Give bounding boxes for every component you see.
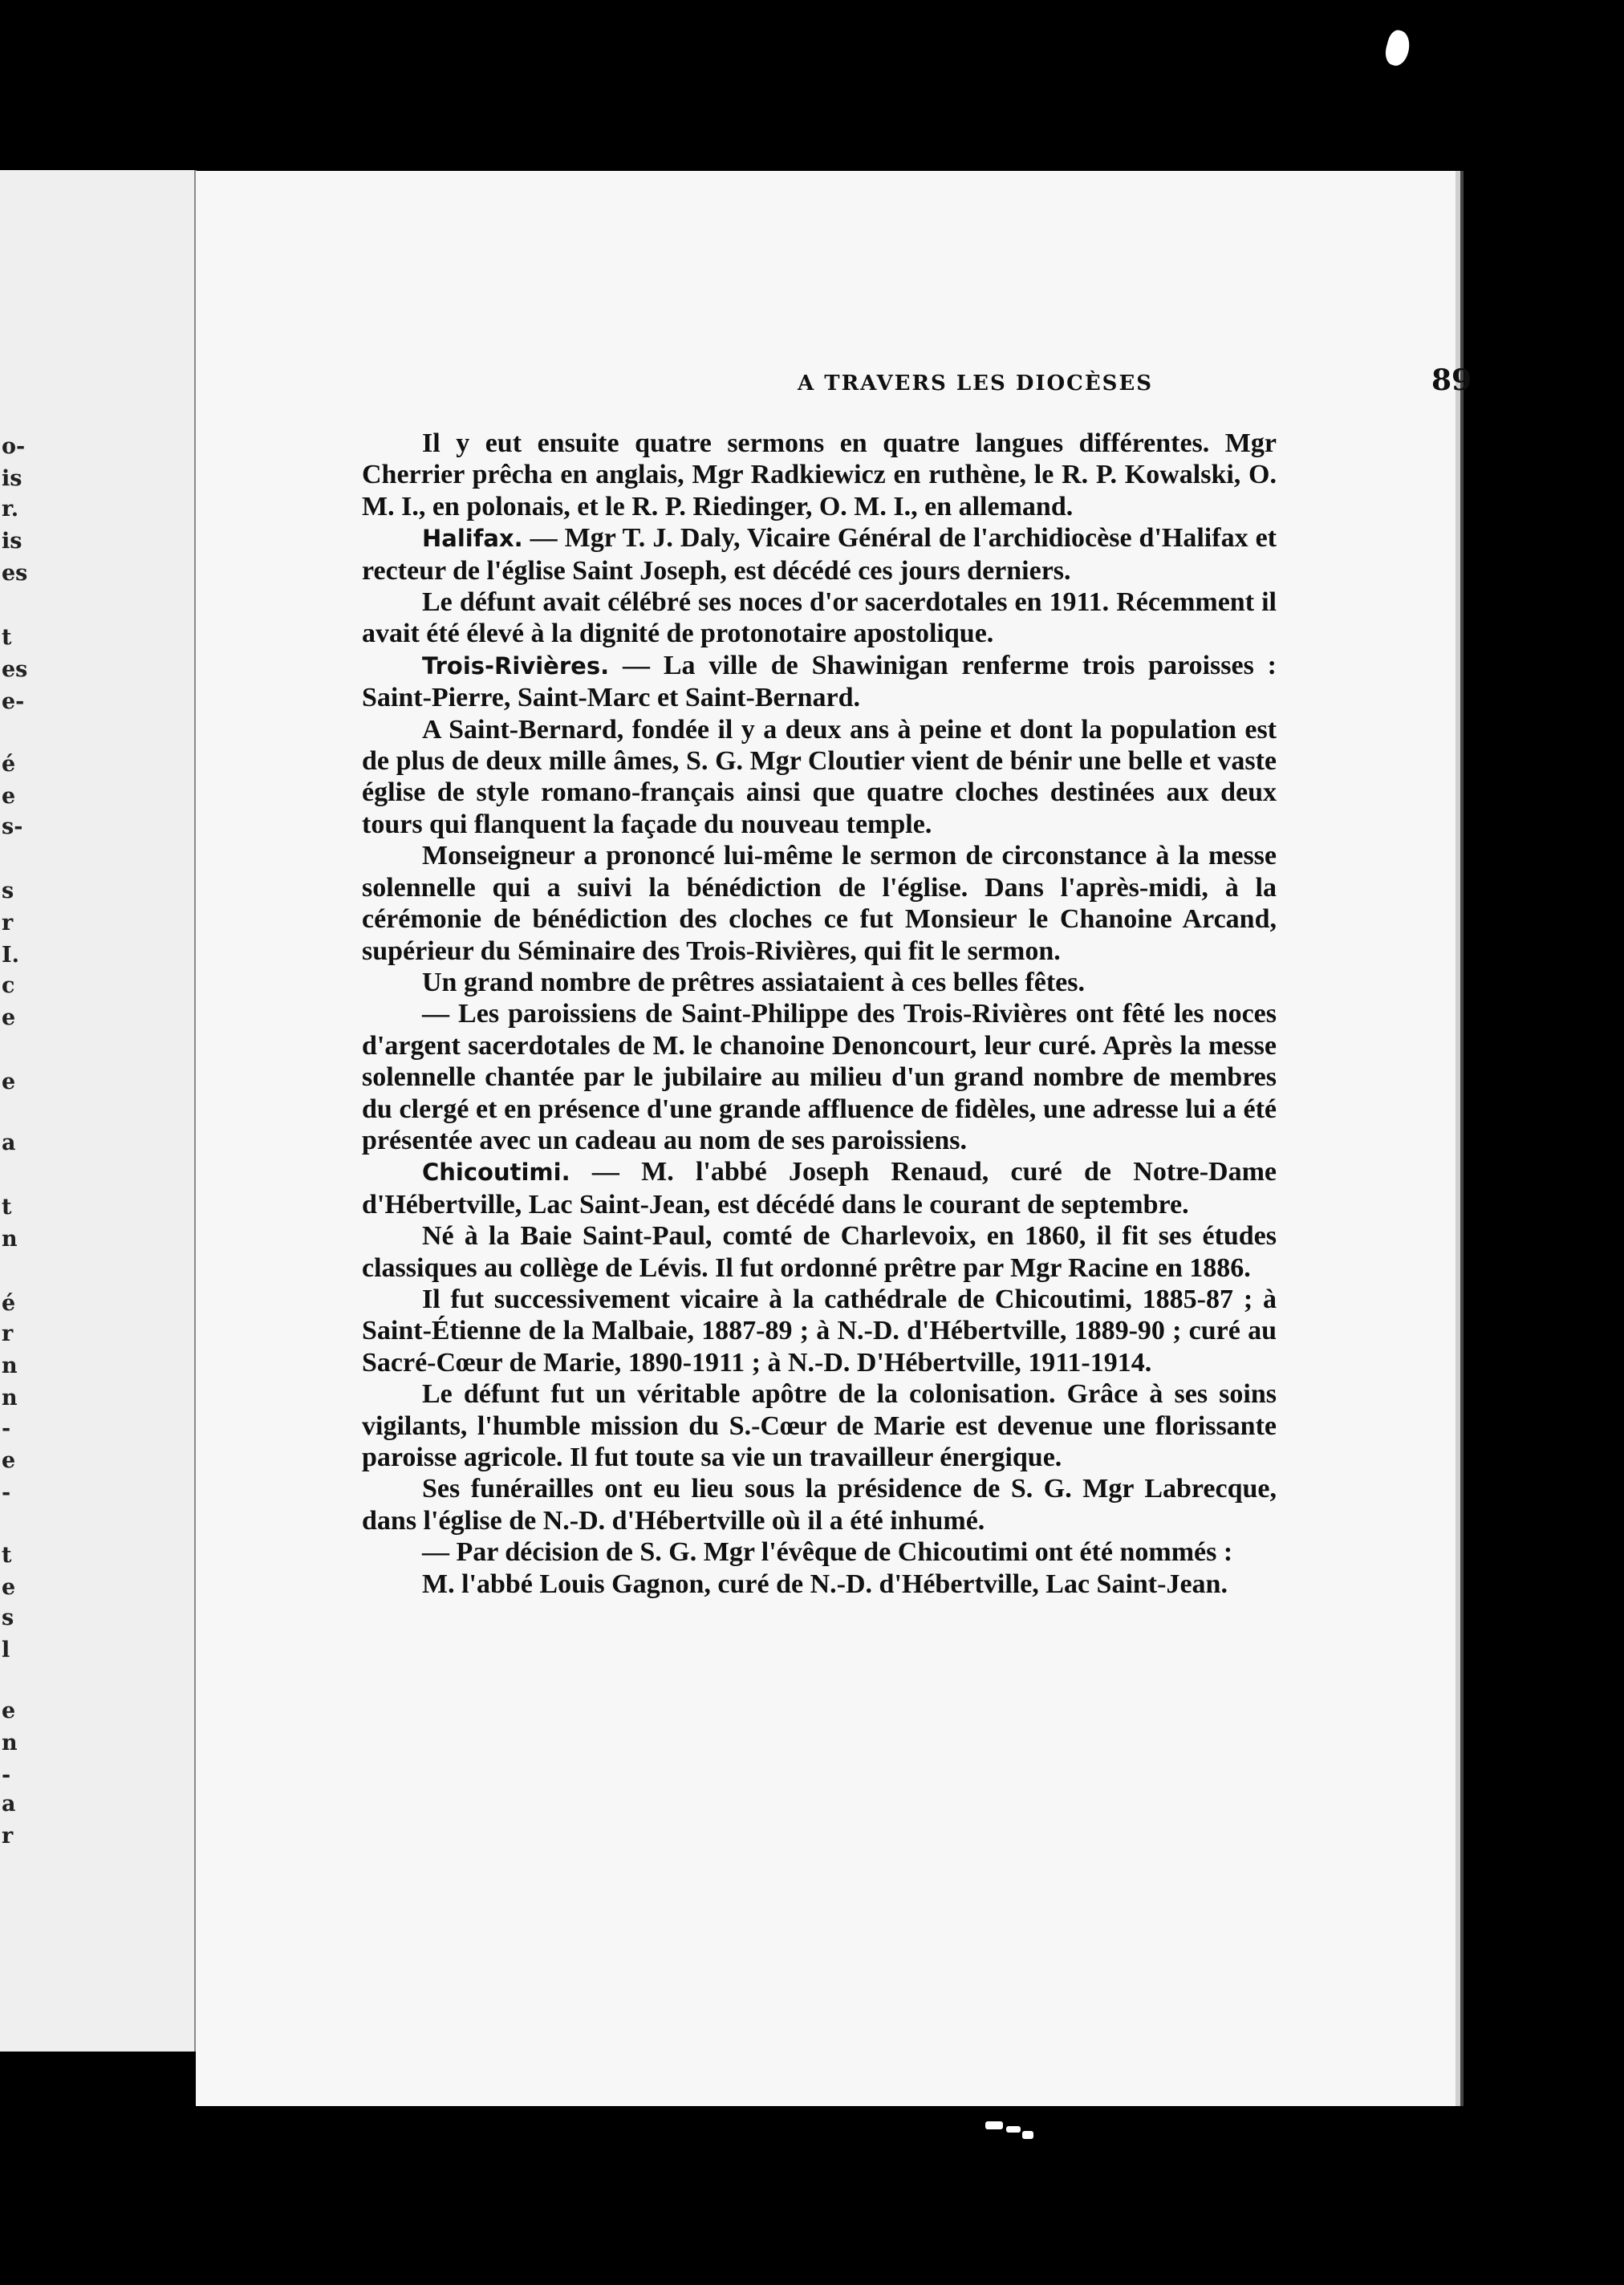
margin-fragment: s bbox=[2, 879, 14, 903]
margin-fragment: n bbox=[2, 1731, 18, 1755]
margin-fragment: n bbox=[2, 1227, 18, 1252]
margin-fragment: es bbox=[2, 657, 28, 682]
left-page-edge bbox=[0, 170, 197, 2052]
margin-fragment: e bbox=[2, 1448, 16, 1473]
paragraph: — Par décision de S. G. Mgr l'évêque de Chicoutimi ont été nommés : bbox=[422, 1537, 1233, 1568]
margin-fragment: - bbox=[2, 1763, 11, 1788]
margin-fragment: s bbox=[2, 1605, 14, 1630]
paragraph: Né à la Baie Saint-Paul, comté de Charlevoix, en 1860, il fit ses études classiques au collège de Lévis. Il fut ordonné prêtre par Mgr Racine en 1886. bbox=[362, 1221, 1277, 1283]
paragraph-text: — M. l'abbé Joseph Renaud, curé de Notre-Dame d'Hébertville, Lac Saint-Jean, est décédé dans le courant de septembre. bbox=[362, 1157, 1277, 1220]
margin-fragment: - bbox=[2, 1480, 11, 1505]
bottom-speck bbox=[985, 2117, 1037, 2141]
margin-fragment: a bbox=[2, 1130, 16, 1155]
margin-fragment: - bbox=[2, 1416, 11, 1441]
margin-fragment: c bbox=[2, 973, 15, 998]
margin-fragment: I. bbox=[2, 943, 20, 968]
section-heading: Trois-Rivières. bbox=[422, 651, 610, 680]
margin-fragment: t bbox=[2, 625, 12, 650]
margin-fragment: e bbox=[2, 1069, 16, 1094]
page-number: 89 bbox=[1431, 363, 1472, 397]
paragraph: M. l'abbé Louis Gagnon, curé de N.-D. d'Hébertville, Lac Saint-Jean. bbox=[422, 1569, 1228, 1599]
margin-fragment: n bbox=[2, 1386, 18, 1410]
section-heading: Halifax. bbox=[422, 525, 523, 553]
paragraph: Il fut successivement vicaire à la cathédrale de Chicoutimi, 1885-87 ; à Saint-Étienne de la Malbaie, 1887-89 ; à N.-D. d'Hébertville, 1889-90 ; curé au Sacré-Cœur de Marie, 1890-1911 ; à N.-D. D'Hébertville, 1911-1914. bbox=[362, 1284, 1277, 1378]
paragraph: Le défunt fut un véritable apôtre de la colonisation. Grâce à ses soins vigilants, l'humble mission du S.-Cœur de Marie est devenue une florissante paroisse agricole. Il fut toute sa vie un travailleur énergique. bbox=[362, 1379, 1277, 1472]
body-text bbox=[362, 428, 1277, 1600]
margin-fragment: r bbox=[2, 911, 14, 936]
margin-fragment: e bbox=[2, 1699, 16, 1723]
book-page bbox=[196, 171, 1472, 2106]
margin-fragment: o- bbox=[2, 434, 26, 459]
margin-fragment: t bbox=[2, 1195, 12, 1220]
paragraph-text: — Mgr T. J. Daly, Vicaire Général de l'archidiocèse d'Halifax et recteur de l'église Saint Joseph, est décédé ces jours derniers. bbox=[362, 523, 1277, 586]
margin-fragment: e bbox=[2, 784, 16, 809]
paragraph: Il y eut ensuite quatre sermons en quatre langues différentes. Mgr Cherrier prêcha en anglais, Mgr Radkiewicz en ruthène, le R. P. Kowalski, O. M. I., en polonais, et le R. P. Riedinger, O. M. I., en allemand. bbox=[362, 428, 1277, 522]
paragraph-text: — La ville de Shawinigan renferme trois paroisses : Saint-Pierre, Saint-Marc et Saint-Bernard. bbox=[362, 650, 1277, 713]
margin-fragment: l bbox=[2, 1638, 10, 1662]
margin-fragment: r bbox=[2, 1321, 14, 1346]
margin-fragment: es bbox=[2, 561, 28, 586]
margin-fragment: a bbox=[2, 1792, 16, 1816]
section-heading: Chicoutimi. bbox=[422, 1159, 570, 1187]
margin-fragment: t bbox=[2, 1543, 12, 1568]
margin-fragment: n bbox=[2, 1354, 18, 1378]
margin-fragment: e bbox=[2, 1005, 16, 1030]
margin-fragment: é bbox=[2, 752, 16, 777]
margin-fragment: s- bbox=[2, 814, 23, 839]
margin-fragment: is bbox=[2, 529, 22, 554]
paragraph: Le défunt avait célébré ses noces d'or sacerdotales en 1911. Récemment il avait été élevé à la dignité de protonotaire apostolique. bbox=[362, 587, 1277, 649]
paragraph bbox=[362, 650, 1277, 714]
margin-fragment: is bbox=[2, 466, 22, 491]
page-header bbox=[356, 360, 1472, 408]
margin-fragment: e bbox=[2, 1575, 16, 1600]
margin-fragment: r. bbox=[2, 497, 19, 522]
margin-fragment: r bbox=[2, 1824, 14, 1849]
paragraph: A Saint-Bernard, fondée il y a deux ans à peine et dont la population est de plus de deux mille âmes, S. G. Mgr Cloutier vient de bénir une belle et vaste église de style romano-français ainsi que quatre cloches destinées aux deux tours qui flanquent la façade du nouveau temple. bbox=[362, 714, 1277, 839]
paragraph: Un grand nombre de prêtres assiataient à ces belles fêtes. bbox=[422, 967, 1085, 997]
paragraph: — Les paroissiens de Saint-Philippe des Trois-Rivières ont fêté les noces d'argent sacerdotales de M. le chanoine Denoncourt, leur curé. Après la messe solennelle chantée par le jubilaire au milieu d'un grand nombre de membres du clergé et en présence d'une grande affluence de fidèles, une adresse lui a été présentée avec un cadeau au nom de ses paroissiens. bbox=[362, 999, 1277, 1155]
paragraph bbox=[362, 522, 1277, 586]
paragraph: Ses funérailles ont eu lieu sous la présidence de S. G. Mgr Labrecque, dans l'église de N.-D. d'Hébertville où il a été inhumé. bbox=[362, 1474, 1277, 1536]
corner-speck bbox=[1382, 28, 1413, 68]
paragraph bbox=[362, 1156, 1277, 1220]
paragraph: Monseigneur a prononcé lui-même le sermon de circonstance à la messe solennelle qui a suivi la bénédiction de l'église. Dans l'après-midi, à la cérémonie de bénédiction des cloches ce fut Monsieur le Chanoine Arcand, supérieur du Séminaire des Trois-Rivières, qui fit le sermon. bbox=[362, 841, 1277, 966]
running-head: A TRAVERS LES DIOCÈSES bbox=[798, 371, 1154, 396]
margin-fragment: e- bbox=[2, 689, 25, 714]
margin-fragment: é bbox=[2, 1291, 16, 1316]
